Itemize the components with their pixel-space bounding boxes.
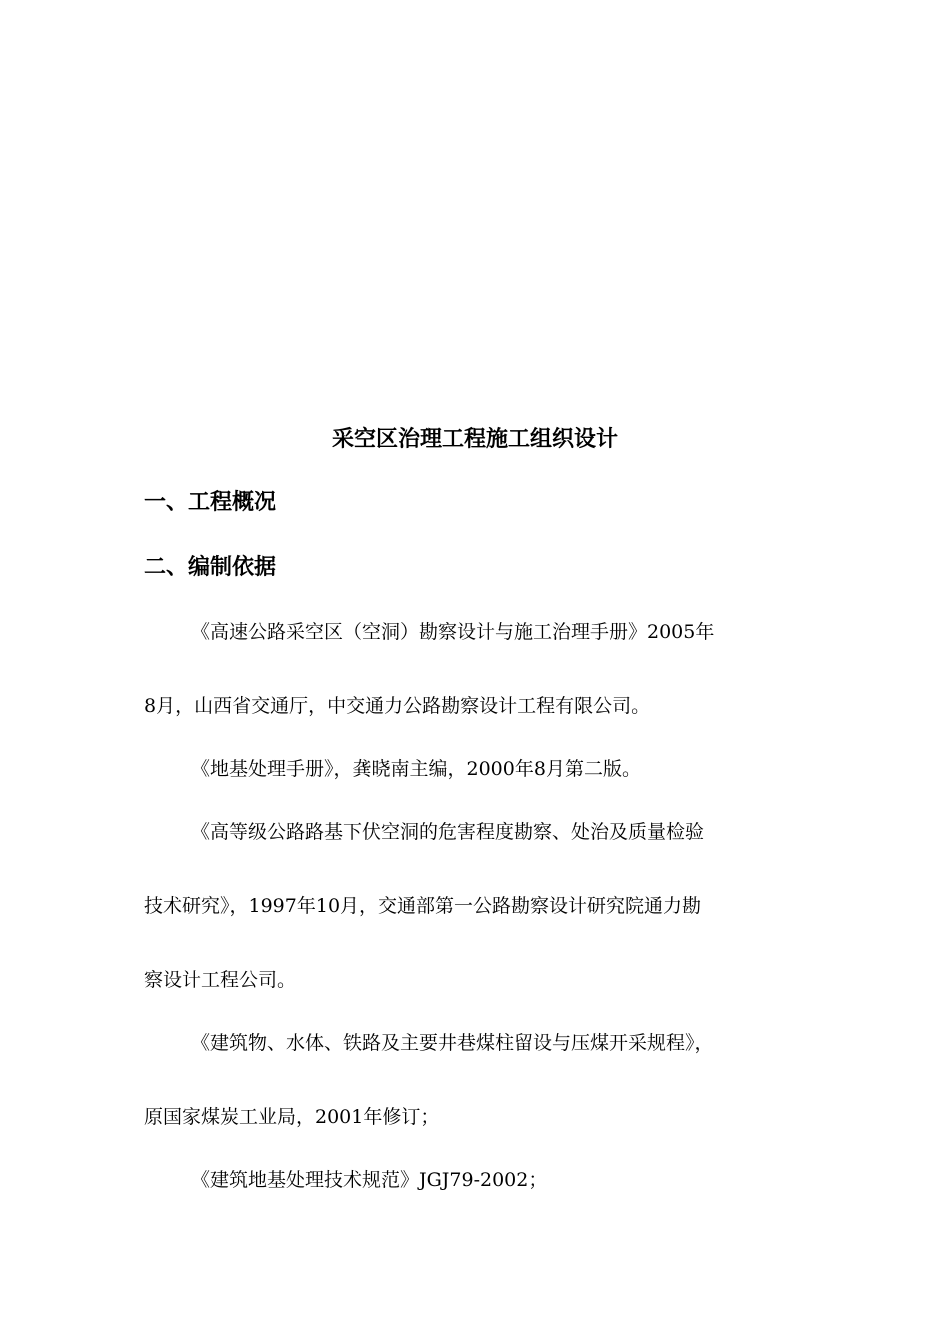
reference-1-line-1: 《高速公路采空区（空洞）勘察设计与施工治理手册》2005年 xyxy=(191,621,715,643)
reference-3-line-2: 技术研究》，1997年10月，交通部第一公路勘察设计研究院通力勘 xyxy=(144,895,702,917)
reference-2-line-1: 《地基处理手册》，龚晓南主编，2000年8月第二版。 xyxy=(191,758,641,780)
document-title: 采空区治理工程施工组织设计 xyxy=(331,426,618,452)
reference-4-line-1: 《建筑物、水体、铁路及主要井巷煤柱留设与压煤开采规程》， xyxy=(191,1032,714,1054)
section-heading-project-overview: 一、工程概况 xyxy=(144,489,277,515)
reference-5-line-1: 《建筑地基处理技术规范》JGJ79-2002； xyxy=(191,1169,548,1191)
reference-4-line-2: 原国家煤炭工业局，2001年修订； xyxy=(144,1106,440,1128)
reference-1-line-2: 8月，山西省交通厅，中交通力公路勘察设计工程有限公司。 xyxy=(144,695,651,717)
reference-3-line-3: 察设计工程公司。 xyxy=(144,969,297,991)
section-heading-compilation-basis: 二、编制依据 xyxy=(144,554,277,580)
reference-3-line-1: 《高等级公路路基下伏空洞的危害程度勘察、处治及质量检验 xyxy=(191,821,705,843)
